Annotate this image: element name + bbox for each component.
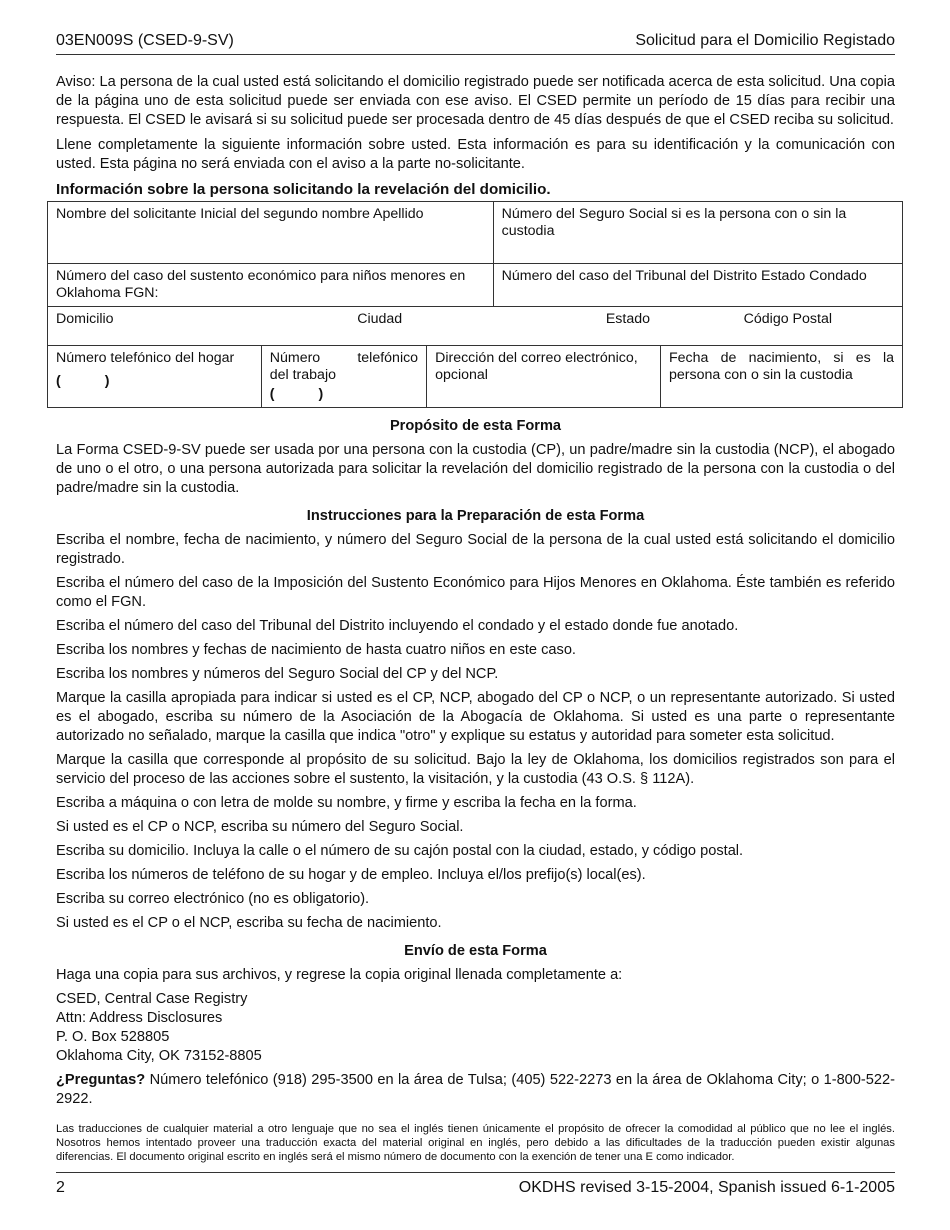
ssn-field[interactable]: Número del Seguro Social si es la persona con o sin la custodia bbox=[493, 202, 902, 264]
requester-section-title: Información sobre la persona solicitando la revelación del domicilio. bbox=[56, 181, 551, 198]
instruction-item: Escriba el número del caso de la Imposición del Sustento Económico para Hijos Menores en Oklahoma. Éste también es referido como el FGN. bbox=[56, 575, 895, 610]
instruction-item: Escriba los nombres y fechas de nacimiento de hasta cuatro niños en este caso. bbox=[56, 642, 576, 658]
purpose-text: La Forma CSED-9-SV puede ser usada por una persona con la custodia (CP), un padre/madre sin la custodia (NCP), el abogado de uno o el otro, o una persona autorizada para solicitar la revelación del domicilio registrado de la persona con la custodia o del padre/madre sin la custodia. bbox=[56, 442, 895, 496]
instruction-item: Marque la casilla que corresponde al propósito de su solicitud. Bajo la ley de Oklahoma, los domicilios registrados son para el servicio del proceso de las acciones sobre el sustento, la visitación, y la custodia (43 O.S. § 112A). bbox=[56, 752, 895, 787]
instruction-item: Si usted es el CP o el NCP, escriba su fecha de nacimiento. bbox=[56, 915, 442, 931]
form-title: Solicitud para el Domicilio Registado bbox=[635, 32, 895, 49]
dob-field[interactable]: Fecha de nacimiento, si es la persona con o sin la custodia bbox=[660, 346, 902, 408]
submission-text: Haga una copia para sus archivos, y regrese la copia original llenada completamente a: bbox=[56, 967, 623, 983]
court-case-field[interactable]: Número del caso del Tribunal del Distrito Estado Condado bbox=[493, 264, 902, 307]
zip-label: Código Postal bbox=[743, 311, 832, 327]
submission-title: Envío de esta Forma bbox=[404, 943, 547, 959]
city-label: Ciudad bbox=[357, 311, 403, 327]
requester-name-field[interactable]: Nombre del solicitante Inicial del segundo nombre Apellido bbox=[48, 202, 494, 264]
questions-text: Número telefónico (918) 295-3500 en la área de Tulsa; (405) 522-2273 en la área de Oklahoma City; o 1-800-522-2922. bbox=[56, 1072, 895, 1107]
address-line: Attn: Address Disclosures bbox=[56, 1010, 223, 1026]
instruction-item: Marque la casilla apropiada para indicar si usted es el CP, NCP, abogado del CP o NCP, o un representante autorizado. Si usted es el abogado, escriba su número de la Asociación de la Abogacía de Oklahoma. Si usted es una parte o representante autorizado no señalado, marque la casilla que indica "otro" y explique su estatus y autoridad para someter esta solicitud. bbox=[56, 690, 895, 744]
instructions-list bbox=[56, 531, 895, 933]
work-phone-field[interactable]: Número telefónico del trabajo ( ) bbox=[261, 346, 426, 408]
instruction-item: Escriba su domicilio. Incluya la calle o el número de su cajón postal con la ciudad, estado, y código postal. bbox=[56, 843, 744, 859]
revision-info: OKDHS revised 3-15-2004, Spanish issued 6-1-2005 bbox=[518, 1179, 895, 1196]
translation-note: Las traducciones de cualquier material a otro lenguaje que no sea el inglés tienen únicamente el propósito de ofrecer la comodidad al público que no lee el inglés. Nosotros hemos intentado proveer una traducción exacta del material original en inglés, pero debido a las dificultades de la traducción pueden existir algunas diferencias. El documento original escrito en inglés será el mismo número de documento con la exención de tener una E como indicador. bbox=[56, 1123, 895, 1163]
questions-paragraph bbox=[56, 1071, 895, 1109]
instruction-item: Escriba el nombre, fecha de nacimiento, y número del Seguro Social de la persona de la cual usted está solicitando el domicilio registrado. bbox=[56, 532, 895, 567]
home-phone-field[interactable]: Número telefónico del hogar ( ) bbox=[48, 346, 262, 408]
page-header bbox=[56, 30, 895, 55]
instruction-item: Escriba los nombres y números del Seguro Social del CP y del NCP. bbox=[56, 666, 499, 682]
page-number: 2 bbox=[56, 1179, 65, 1196]
case-number-field[interactable]: Número del caso del sustento económico para niños menores en Oklahoma FGN: bbox=[48, 264, 494, 307]
instruction-item: Escriba los números de teléfono de su hogar y de empleo. Incluya el/los prefijo(s) local(es). bbox=[56, 867, 646, 883]
instruction-item: Escriba su correo electrónico (no es obligatorio). bbox=[56, 891, 370, 907]
purpose-title: Propósito de esta Forma bbox=[389, 418, 562, 434]
address-line: P. O. Box 528805 bbox=[56, 1029, 170, 1045]
document-page bbox=[56, 30, 895, 1164]
mailing-address bbox=[56, 990, 895, 1066]
questions-label: ¿Preguntas? bbox=[56, 1072, 146, 1088]
state-label: Estado bbox=[605, 311, 650, 327]
instruction-item: Escriba a máquina o con letra de molde su nombre, y firme y escriba la fecha en la forma. bbox=[56, 795, 637, 811]
notice-paragraph: Aviso: La persona de la cual usted está solicitando el domicilio registrado puede ser notificada acerca de esta solicitud. Una copia de la página uno de esta solicitud puede ser enviada con ese aviso. El CSED permite un período de 15 días para recibir una respuesta. El CSED le avisará si su solicitud puede ser procesada dentro de 45 días después de que el CSED reciba su solicitud. bbox=[56, 74, 895, 128]
form-number: 03EN009S (CSED-9-SV) bbox=[56, 32, 234, 49]
email-field[interactable]: Dirección del correo electrónico, opcional bbox=[427, 346, 661, 408]
address-field[interactable] bbox=[48, 307, 903, 346]
address-label: Domicilio bbox=[56, 311, 114, 327]
requester-info-table bbox=[47, 201, 903, 408]
address-line: Oklahoma City, OK 73152-8805 bbox=[56, 1048, 262, 1064]
address-line: CSED, Central Case Registry bbox=[56, 991, 248, 1007]
fill-instructions-paragraph: Llene completamente la siguiente información sobre usted. Esta información es para su identificación y la comunicación con usted. Esta página no será enviada con el aviso a la parte no-solicitante. bbox=[56, 137, 895, 172]
instruction-item: Si usted es el CP o NCP, escriba su número del Seguro Social. bbox=[56, 819, 464, 835]
instructions-title: Instrucciones para la Preparación de esta Forma bbox=[306, 508, 645, 524]
page-footer bbox=[56, 1172, 895, 1199]
instruction-item: Escriba el número del caso del Tribunal del Distrito incluyendo el condado y el estado donde fue anotado. bbox=[56, 618, 739, 634]
